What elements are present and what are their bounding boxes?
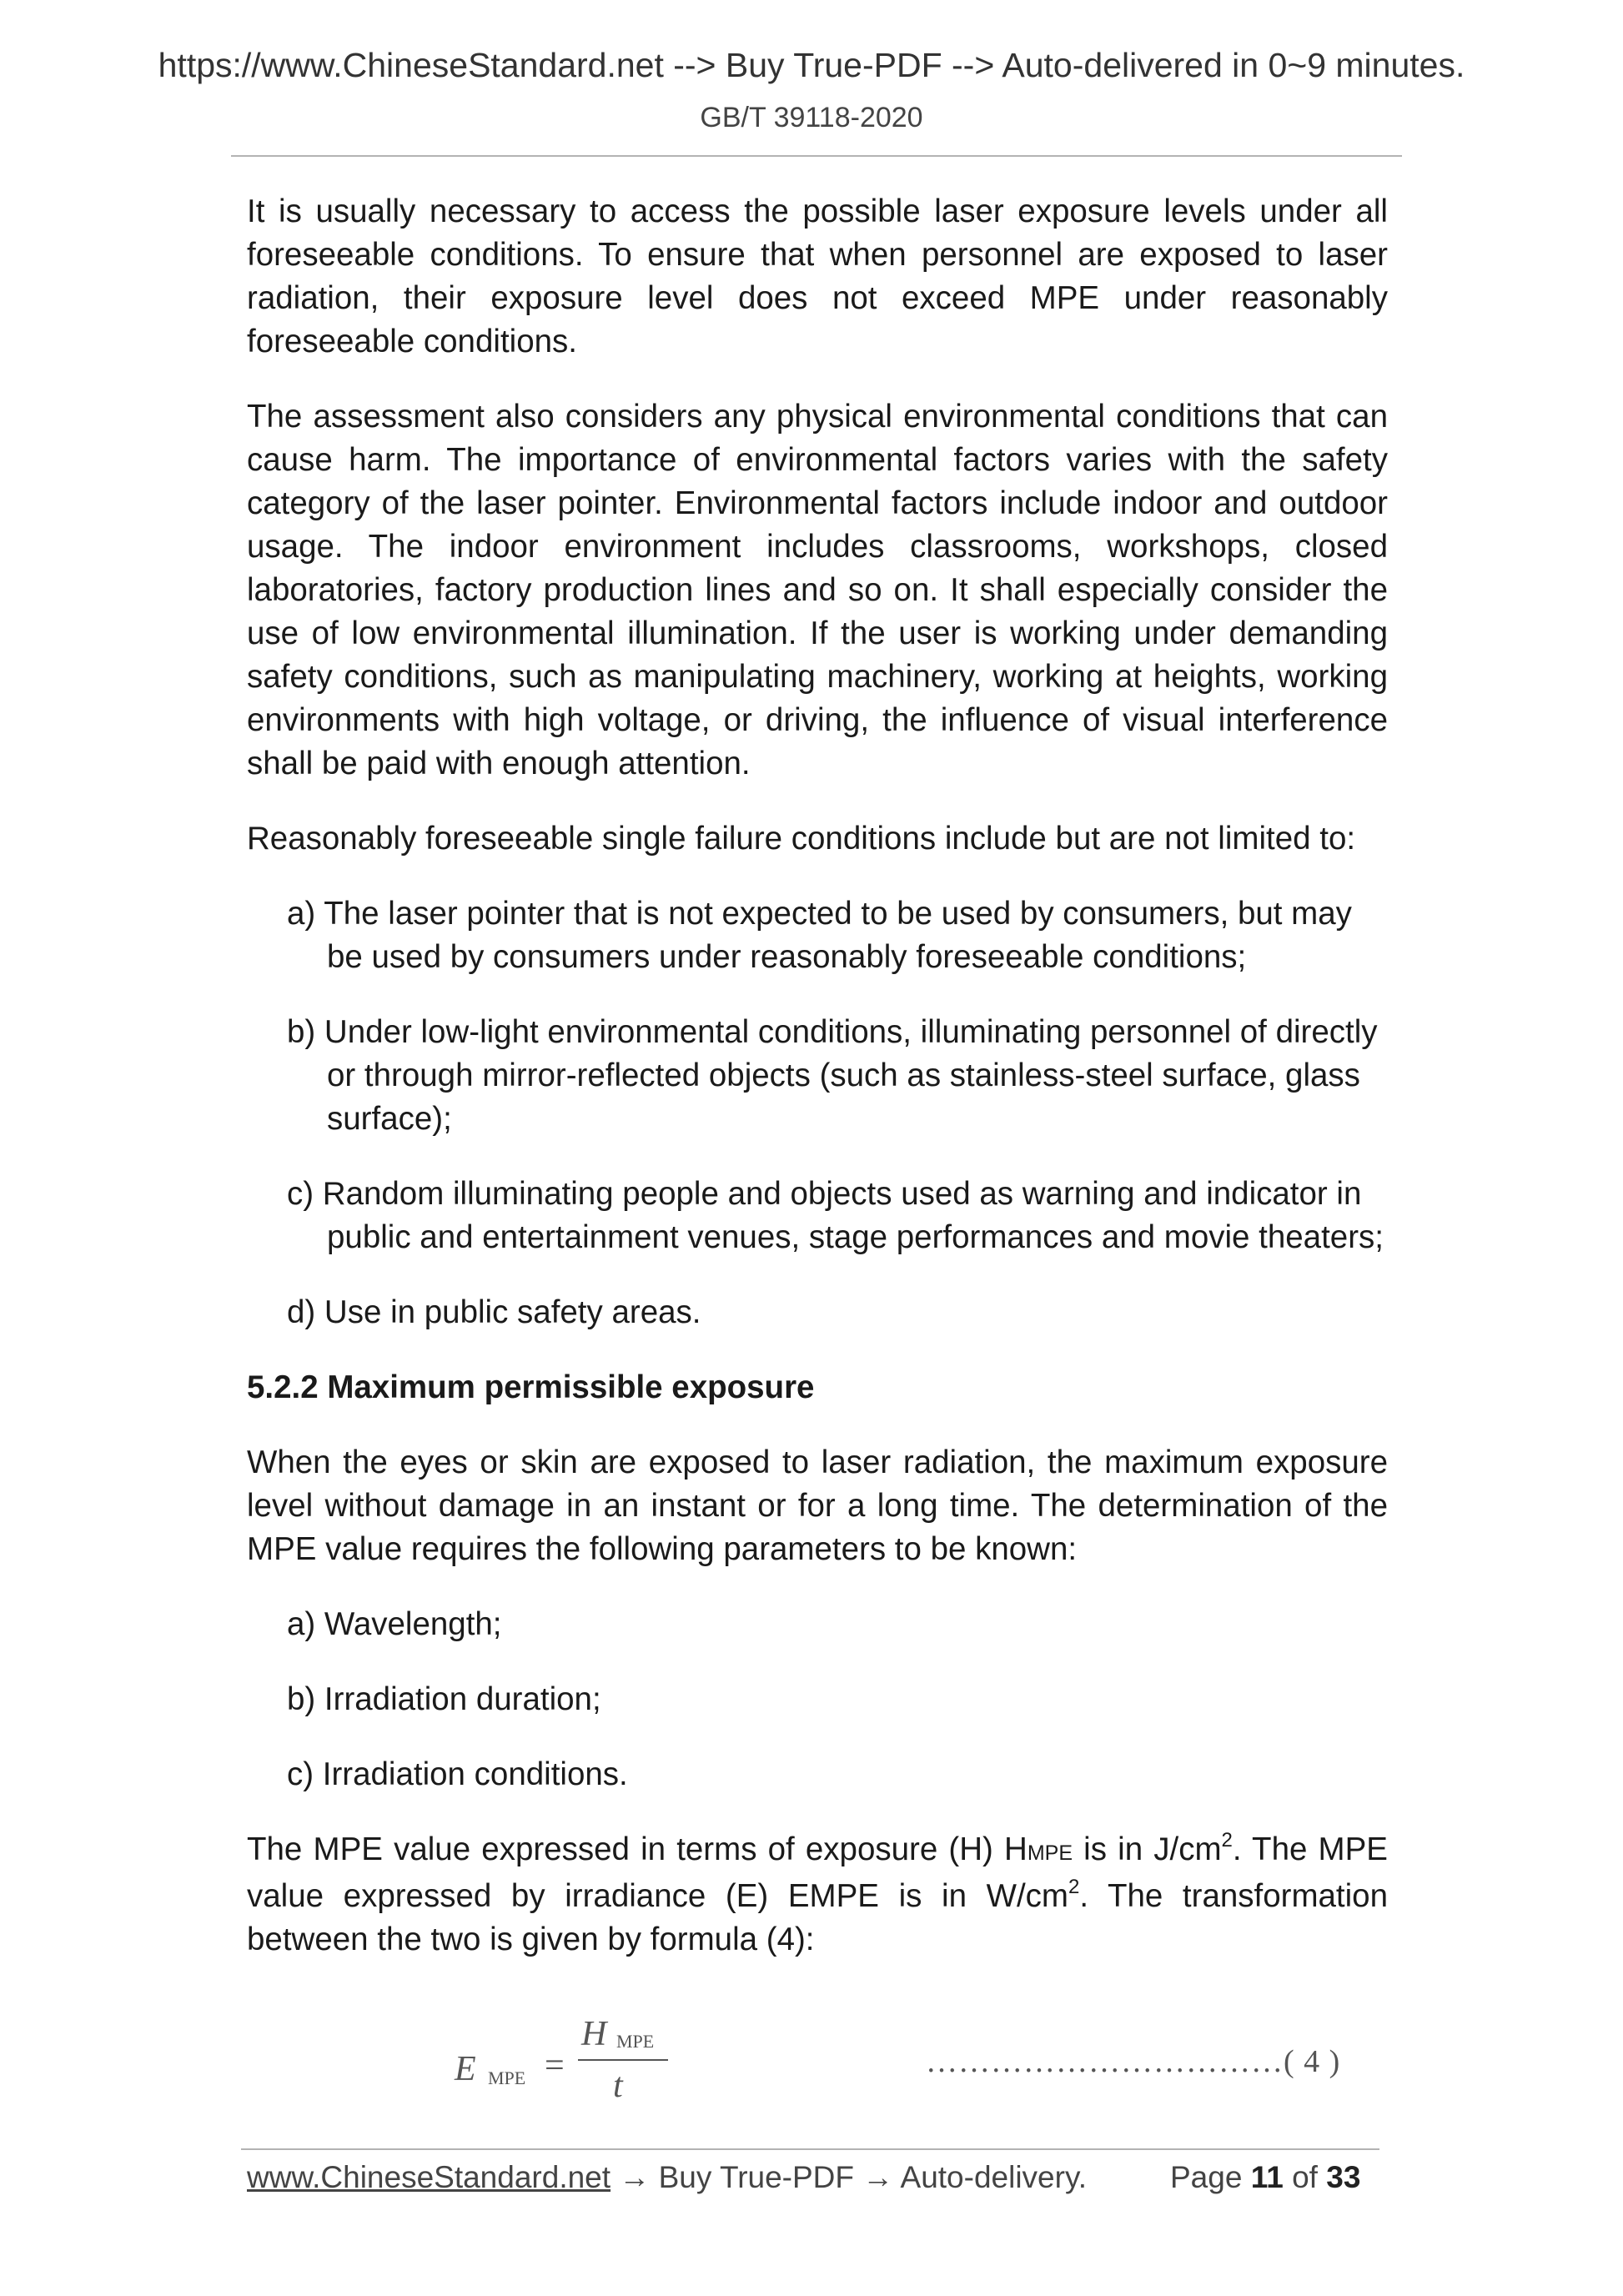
formula-leader-dots: …………………………… xyxy=(926,2044,1284,2079)
formula-numerator-subscript: MPE xyxy=(616,2031,655,2052)
paragraph-exposure-levels: It is usually necessary to access the possible laser exposure levels under all foreseeable conditions. To ensure that when personnel are exposed to laser radiation, their exposure level does not exceed MPE under reasonably foreseeable conditions. xyxy=(247,193,1388,359)
mpe-units-superscript-2: 2 xyxy=(1068,1876,1080,1899)
formula-lhs-subscript: MPE xyxy=(488,2067,526,2088)
list-item-param-c: c) Irradiation conditions. xyxy=(287,1756,628,1792)
header-divider xyxy=(231,155,1402,157)
formula-fraction-bar xyxy=(578,2059,668,2061)
paragraph-assessment: The assessment also considers any physical environmental conditions that can cause harm. The importance of environmental factors varies with the safety category of the laser pointer. Environmental factors include indoor and outdoor usage. The indoor environment includes classrooms, workshops, closed laboratories, factory production lines and so on. It shall especially consider the use of low environmental illumination. If the user is working under demanding safety conditions, such as manipulating machinery, working at heights, working environments with high voltage, or driving, the influence of visual interference shall be paid with enough attention. xyxy=(247,399,1388,781)
footer-page-word: Page xyxy=(1170,2160,1243,2194)
document-body xyxy=(247,190,1388,1962)
footer-of-word: of xyxy=(1292,2160,1318,2194)
paragraph-mpe-units xyxy=(247,1828,1388,1962)
mpe-units-superscript-1: 2 xyxy=(1221,1829,1233,1852)
formula-number xyxy=(926,2043,1340,2080)
list-item-param-b: b) Irradiation duration; xyxy=(287,1681,601,1717)
formula-denominator: t xyxy=(613,2067,623,2105)
mpe-units-text-2: is in J/cm xyxy=(1073,1831,1222,1867)
footer-page-indicator xyxy=(1170,2160,1360,2195)
list-item-failure-b: b) Under low-light environmental conditions, illuminating personnel of directly or through mirror-reflected objects (such as stainless-steel surface, glass surface); xyxy=(287,1014,1378,1137)
footer-divider xyxy=(241,2148,1379,2150)
paragraph-mpe-definition: When the eyes or skin are exposed to laser radiation, the maximum exposure level without damage in an instant or for a long time. The determination of the MPE value requires the following parameters to be known: xyxy=(247,1444,1388,1567)
mpe-units-subscript: MPE xyxy=(1027,1841,1073,1865)
formula-numerator: H xyxy=(581,2015,607,2053)
mpe-units-text-3: . The MPE value expressed by irradiance (E) EMPE is in W/cm xyxy=(247,1831,1388,1914)
footer-promo xyxy=(247,2160,1087,2195)
header-standard-number: GB/T 39118-2020 xyxy=(700,102,923,133)
mpe-units-text-4: . The transformation between the two is given by formula (4): xyxy=(247,1878,1389,1957)
paragraph-failure-intro: Reasonably foreseeable single failure conditions include but are not limited to: xyxy=(247,821,1356,857)
list-item-failure-c: c) Random illuminating people and objects used as warning and indicator in public and entertainment venues, stage performances and movie theaters; xyxy=(287,1176,1384,1255)
list-item-param-a: a) Wavelength; xyxy=(287,1606,502,1642)
footer-page-total: 33 xyxy=(1326,2160,1361,2194)
list-item-failure-a: a) The laser pointer that is not expected to be used by consumers, but may be used by consumers under reasonably foreseeable conditions; xyxy=(287,896,1352,975)
section-heading-5-2-2: 5.2.2 Maximum permissible exposure xyxy=(247,1369,815,1405)
mpe-units-text-1: The MPE value expressed in terms of exposure (H) H xyxy=(247,1831,1028,1867)
formula-equals: = xyxy=(545,2047,565,2085)
formula-4 xyxy=(455,2014,688,2114)
formula-number-label: ( 4 ) xyxy=(1284,2044,1341,2079)
header-url-line: https://www.ChineseStandard.net --> Buy True-PDF --> Auto-delivered in 0~9 minutes. xyxy=(158,46,1465,84)
footer-promo-text: → Buy True-PDF → Auto-delivery. xyxy=(611,2160,1087,2194)
footer-page-number: 11 xyxy=(1250,2160,1284,2194)
list-item-failure-d: d) Use in public safety areas. xyxy=(287,1294,701,1330)
footer-site-link[interactable]: www.ChineseStandard.net xyxy=(247,2160,611,2194)
formula-lhs: E xyxy=(455,2050,476,2088)
